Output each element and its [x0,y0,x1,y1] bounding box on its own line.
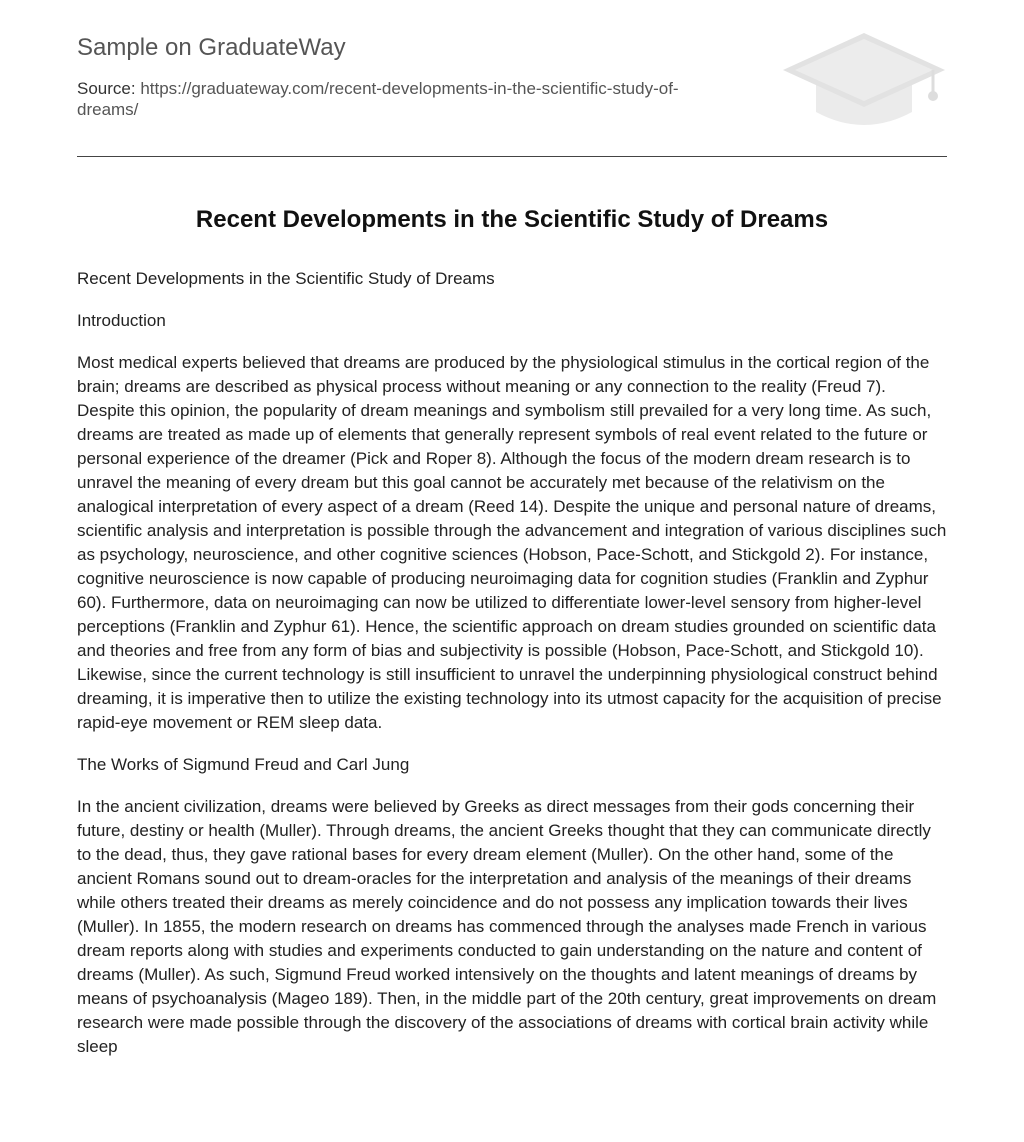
body-paragraph: Most medical experts believed that dreams are produced by the physiological stimulus in the cortical region of the brain; dreams are described as physical process without meaning or any connection to the reality (Freud 7). Despite this opinion, the popularity of dream meanings and symbolism still prevailed for a very long time. As such, dreams are treated as made up of elements that generally represent symbols of real event related to the future or personal experience of the dreamer (Pick and Roper 8). Although the focus of the modern dream research is to unravel the meaning of every dream but this goal cannot be accurately met because of the relativism on the analogical interpretation of every aspect of a dream (Reed 14). Despite the unique and personal nature of dreams, scientific analysis and interpretation is possible through the advancement and integration of various disciplines such as psychology, neuroscience, and other cognitive sciences (Hobson, Pace-Schott, and Stickgold 2). For instance, cognitive neuroscience is now capable of producing neuroimaging data for cognition studies (Franklin and Zyphur 60). Furthermore, data on neuroimaging can now be utilized to differentiate lower-level sensory from higher-level perceptions (Franklin and Zyphur 61). Hence, the scientific approach on dream studies grounded on scientific data and theories and free from any form of bias and subjectivity is possible (Hobson, Pace-Schott, and Stickgold 10). Likewise, since the current technology is still insufficient to unravel the underpinning physiological construct behind dreaming, it is imperative then to utilize the existing technology into its utmost capacity for the acquisition of precise rapid-eye movement or REM sleep data. [77,353,947,732]
body-paragraph-subtitle: Recent Developments in the Scientific Study of Dreams [77,269,495,288]
article-title: Recent Developments in the Scientific Study of Dreams [195,206,829,233]
body-heading-introduction: Introduction [77,311,166,330]
body-heading-freud-jung: The Works of Sigmund Freud and Carl Jung [77,755,410,774]
site-name: Sample on GraduateWay [77,34,346,61]
graduation-cap-icon [781,30,947,134]
page [77,0,947,1056]
article-body [77,267,947,1077]
body-paragraph: In the ancient civilization, dreams were believed by Greeks as direct messages from their gods concerning their future, destiny or health (Muller). Through dreams, the ancient Greeks thought that they can communicate directly to the dead, thus, they gave rational bases for every dream element (Muller). On the other hand, some of the ancient Romans sound out to dream-oracles for the interpretation and analysis of the meanings of their dreams while others treated their dreams as merely coincidence and do not possess any implication towards their lives (Muller). In 1855, the modern research on dreams has commenced through the analyses made French in various dream reports along with studies and experiments conducted to gain understanding on the nature and content of dreams (Muller). As such, Sigmund Freud worked intensively on the thoughts and latent meanings of dreams by means of psychoanalysis (Mageo 189). Then, in the middle part of the 20th century, great improvements on dream research were made possible through the discovery of the associations of dreams with cortical brain activity while sleep [77,797,937,1056]
source-link[interactable]: https://graduateway.com/recent-developments-in-the-scientific-study-of-dreams/ [77,79,679,119]
source-label: Source: [77,79,136,98]
source-line [77,78,737,120]
header [77,0,947,157]
